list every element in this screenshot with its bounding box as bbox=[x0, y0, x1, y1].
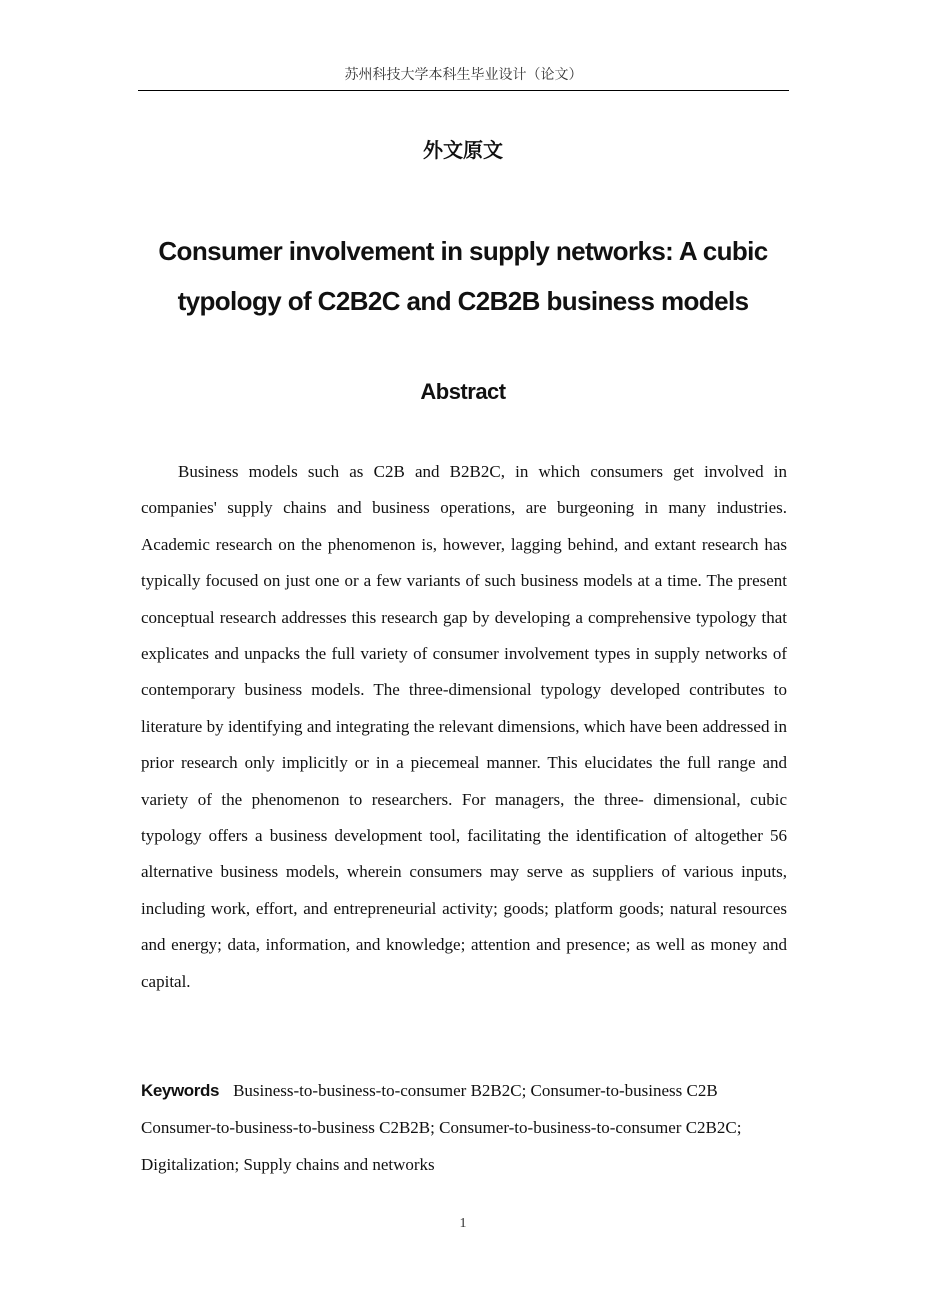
running-header bbox=[138, 64, 789, 91]
paper-title bbox=[120, 226, 806, 326]
abstract-heading: Abstract bbox=[420, 379, 506, 404]
paper-title-line-1: Consumer involvement in supply networks: A cubic bbox=[158, 236, 768, 266]
keywords-label: Keywords bbox=[141, 1081, 220, 1100]
section-label: 外文原文 bbox=[423, 138, 503, 162]
running-header-text: 苏州科技大学本科生毕业设计（论文） bbox=[344, 67, 583, 83]
keywords-text: Business-to-business-to-consumer B2B2C; Consumer-to-business C2B Consumer-to-business-to-business C2B2B; Consumer-to-business-to-consumer C2B2C; Digitalization; Supply chains and networks bbox=[141, 1081, 742, 1174]
page-number: 1 bbox=[459, 1216, 467, 1231]
paper-title-line-2: typology of C2B2C and C2B2B business models bbox=[177, 286, 749, 316]
abstract-body: Business models such as C2B and B2B2C, in which consumers get involved in companies' supply chains and business operations, are burgeoning in many industries. Academic research on the phenomenon is, however, lagging behind, and extant research has typically focused on just one or a few variants of such business models at a time. The present conceptual research addresses this research gap by developing a comprehensive typology that explicates and unpacks the full variety of consumer involvement types in supply networks of contemporary business models. The three-dimensional typology developed contributes to literature by identifying and integrating the relevant dimensions, which have been addressed in prior research only implicitly or in a piecemeal manner. This elucidates the full range and variety of the phenomenon to researchers. For managers, the three- dimensional, cubic typology offers a business development tool, facilitating the identification of altogether 56 alternative business models, wherein consumers may serve as suppliers of various inputs, including work, effort, and entrepreneurial activity; goods; platform goods; natural resources and energy; data, information, and knowledge; attention and presence; as well as money and capital. bbox=[141, 462, 787, 991]
keywords-paragraph bbox=[141, 1072, 787, 1183]
